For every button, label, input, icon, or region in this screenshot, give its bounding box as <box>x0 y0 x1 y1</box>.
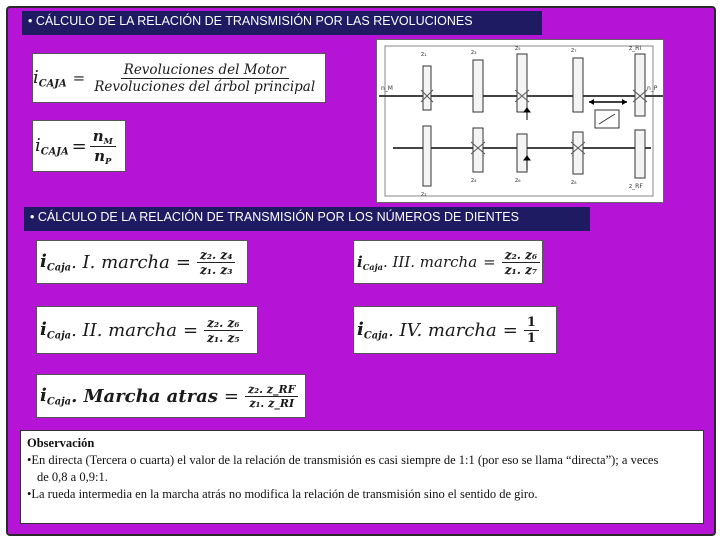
label-z5: z₅ <box>515 45 521 52</box>
formula-i: i <box>357 252 363 271</box>
gear-label: . IV. marcha <box>388 319 497 341</box>
fraction-numerator: z₂. z₄ <box>197 248 236 263</box>
formula-first-gear <box>36 240 248 284</box>
label-z6: z₆ <box>515 177 521 184</box>
label-z3: z₃ <box>471 49 477 56</box>
label-z1: z₁ <box>421 51 427 58</box>
observation-line-2: de 0,8 a 0,9:1. <box>37 470 108 484</box>
formula-i-sub: Caja <box>46 330 72 342</box>
formula-i-sub: CAJA <box>40 146 69 158</box>
equals-sign: = <box>502 319 518 341</box>
formula-i-sub: Caja <box>363 330 389 342</box>
fraction-denominator: z₁. z₇ <box>504 262 538 277</box>
heading-revolutions: • CÁLCULO DE LA RELACIÓN DE TRANSMISIÓN POR LAS REVOLUCIONES <box>22 11 542 35</box>
observation-line-1: •En directa (Tercera o cuarta) el valor de la relación de transmisión es casi siempre de 1:1 (por eso se llama “directa”); a veces <box>27 453 659 467</box>
fraction-denominator: Revoluciones del árbol principal <box>94 78 316 95</box>
observation-box <box>20 430 704 524</box>
fraction-numerator: Revoluciones del Motor <box>121 62 289 79</box>
gear-label: . I. marcha <box>71 251 170 273</box>
formula-fourth-gear <box>353 306 557 354</box>
numerator-sub: M <box>103 135 113 146</box>
observation-line-3: •La rueda intermedia en la marcha atrás no modifica la relación de transmisión sino el sentido de giro. <box>27 487 538 501</box>
formula-i-sub: CAJA <box>38 78 67 90</box>
equals-sign: = <box>223 385 240 407</box>
gearbox-diagram <box>376 39 664 203</box>
label-nm: n_M <box>381 85 393 92</box>
label-np: n_P <box>647 85 658 92</box>
fraction-numerator: z₂. z₆ <box>204 316 243 331</box>
label-zri: z_RI <box>629 45 642 52</box>
equals-sign: = <box>483 253 496 271</box>
formula-second-gear <box>36 306 258 354</box>
formula-third-gear <box>353 240 543 284</box>
label-z4: z₄ <box>471 177 477 184</box>
equals-sign: = <box>183 319 199 341</box>
label-z8: z₈ <box>571 179 577 186</box>
fraction-numerator: 1 <box>524 315 539 331</box>
equals-sign: = <box>175 251 191 273</box>
formula-i-sub: Caja <box>46 262 72 274</box>
equals-sign: = <box>72 69 86 87</box>
fraction-denominator: z₁. z₃ <box>199 262 233 277</box>
label-zrf: z_RF <box>629 183 643 190</box>
formula-i: i <box>357 318 364 340</box>
gear-label: . III. marcha <box>382 253 478 271</box>
formula-i: i <box>35 134 41 156</box>
fraction-denominator: 1 <box>526 330 536 346</box>
formula-i: i <box>40 318 47 340</box>
fraction-numerator: z₂. z_RF <box>245 383 298 397</box>
formula-revolutions-words <box>32 53 326 103</box>
gear-label: . Marcha atras <box>71 385 218 407</box>
formula-i: i <box>40 384 47 406</box>
label-z7: z₇ <box>571 47 577 54</box>
gearbox-schematic <box>377 40 663 202</box>
label-z2: z₂ <box>421 191 427 198</box>
heading-teeth: • CÁLCULO DE LA RELACIÓN DE TRANSMISIÓN POR LOS NÚMEROS DE DIENTES <box>24 207 590 231</box>
formula-i: i <box>40 250 47 272</box>
equals-sign: = <box>71 135 87 157</box>
observation-title: Observación <box>27 436 95 450</box>
gear-label: . II. marcha <box>71 319 177 341</box>
formula-i-sub: Caja <box>362 261 383 272</box>
formula-i: i <box>33 66 39 88</box>
fraction-denominator: z₁. z_RI <box>249 396 295 410</box>
formula-reverse-gear <box>36 374 306 418</box>
numerator-n: n <box>92 126 104 145</box>
fraction-numerator: z₂. z₆ <box>502 248 541 263</box>
denominator-n: n <box>94 146 106 165</box>
denominator-sub: P <box>105 155 112 166</box>
fraction-denominator: z₁. z₅ <box>207 330 240 345</box>
formula-i-sub: Caja <box>46 396 72 408</box>
formula-revolutions-symbols <box>32 120 126 172</box>
